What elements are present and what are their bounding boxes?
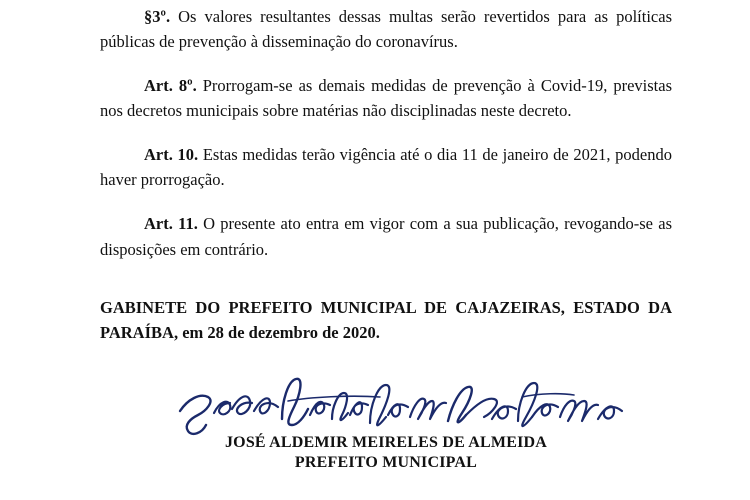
- paragraph-par-3: [100, 0, 672, 54]
- handwritten-signature: [170, 371, 630, 441]
- paragraph-label: Art. 10.: [144, 145, 199, 165]
- paragraph-art-11: [100, 211, 672, 261]
- paragraph-text: Estas medidas terão vigência até o dia 11 de janeiro de 2021, podendo haver prorrogação.: [100, 145, 672, 190]
- paragraph-label: §3º.: [144, 7, 171, 26]
- paragraph-text: Os valores resultantes dessas multas serão revertidos para as políticas públicas de prevenção à disseminação do coronavírus.: [100, 7, 672, 52]
- signer-title: PREFEITO MUNICIPAL: [294, 454, 478, 472]
- closing-block: [100, 281, 672, 345]
- closing-date: em 28 de dezembro de 2020.: [178, 322, 380, 342]
- signature-caption: [100, 433, 672, 474]
- signature-area: [100, 345, 672, 472]
- paragraph-art-10: [100, 142, 672, 192]
- paragraph-art-8: [100, 73, 672, 123]
- closing-heading: GABINETE DO PREFEITO MUNICIPAL DE CAJAZEIRAS, ESTADO DA PARAÍBA,: [100, 297, 672, 342]
- paragraph-text: Prorrogam-se as demais medidas de prevenção à Covid-19, previstas nos decretos municipais sobre matérias não disciplinadas neste decreto.: [100, 76, 673, 121]
- paragraph-label: Art. 11.: [144, 214, 198, 234]
- paragraph-label: Art. 8º.: [144, 76, 197, 96]
- signer-name: JOSÉ ALDEMIR MEIRELES DE ALMEIDA: [224, 433, 548, 451]
- paragraph-text: O presente ato entra em vigor com a sua publicação, revogando-se as disposições em contrário.: [100, 214, 672, 259]
